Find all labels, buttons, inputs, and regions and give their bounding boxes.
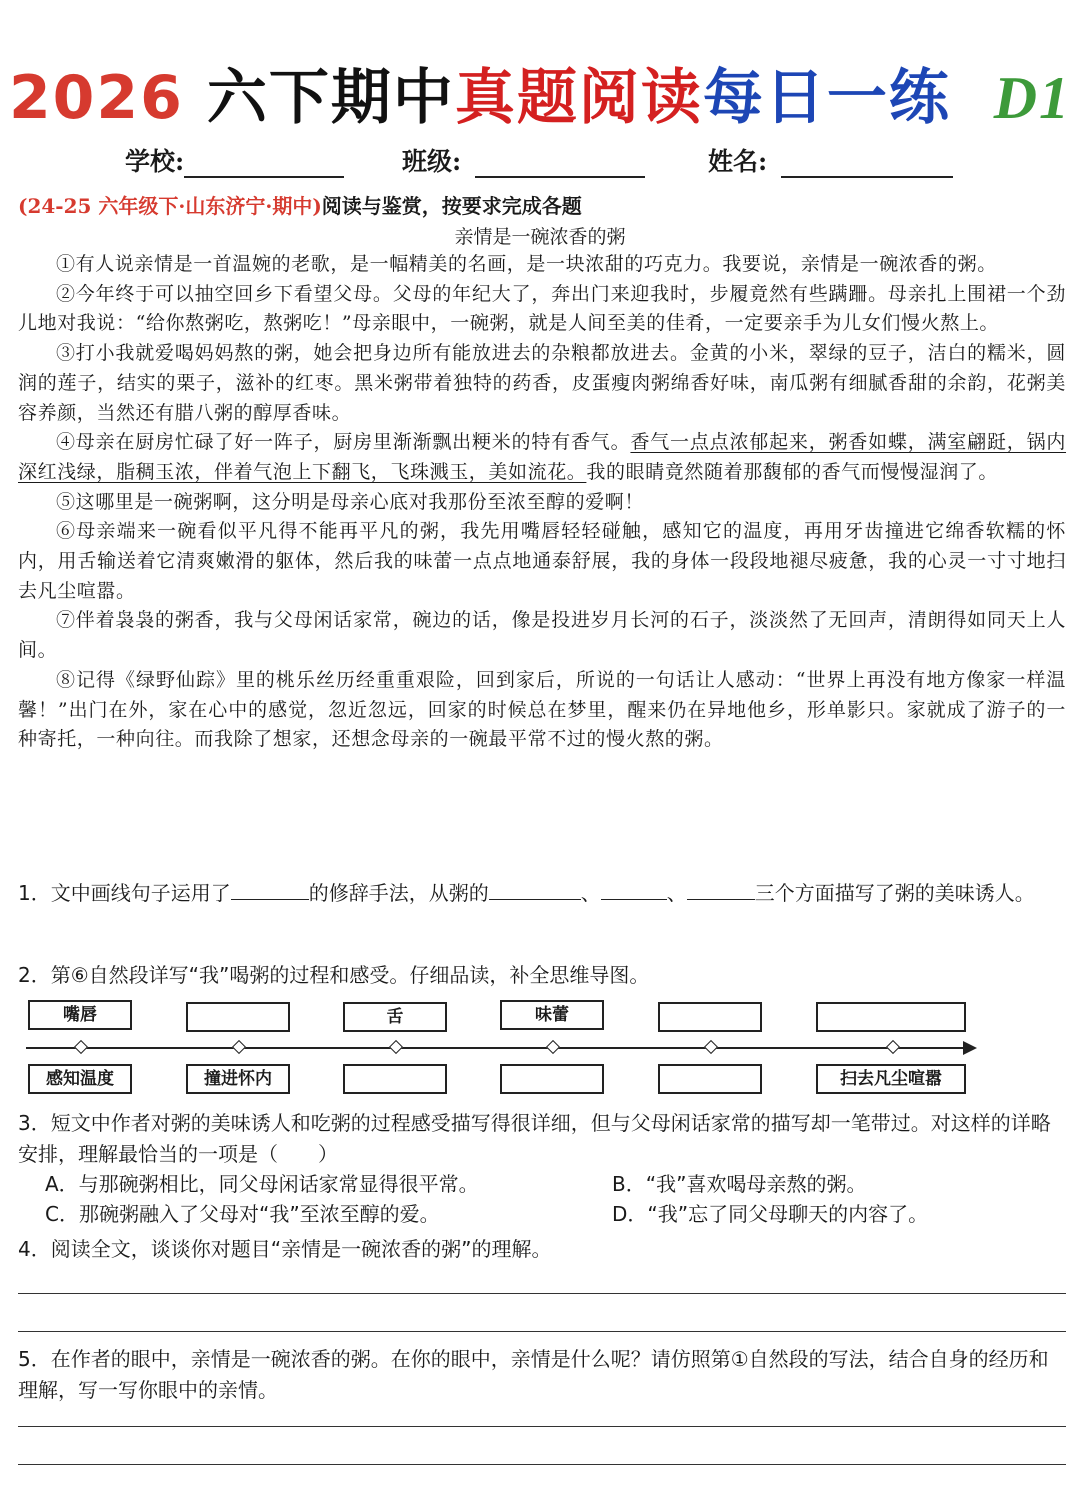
q1-blank-1[interactable] <box>231 879 309 900</box>
name-label: 姓名: <box>708 147 768 176</box>
question-1-part-b: 的修辞手法，从粥的 <box>308 881 489 905</box>
mindmap-top-box-5[interactable] <box>658 1002 762 1032</box>
passage-title: 亲情是一碗浓香的粥 <box>454 226 626 248</box>
option-b[interactable]: B．“我”喜欢喝母亲熬的粥。 <box>612 1172 867 1196</box>
mindmap-bottom-box-3[interactable] <box>343 1064 447 1094</box>
paragraph-2: ②今年终于可以抽空回乡下看望父母。父母的年纪大了，奔出门来迎我时，步履竟然有些蹒跚。母亲扎上围裙一个劲儿地对我说：“给你熬粥吃，熬粥吃！”母亲眼中，一碗粥，就是人间至美的佳肴，一定要亲手为儿女们慢火熬上。 <box>18 282 1066 335</box>
reading-passage <box>18 250 1066 755</box>
answer-line-q4-1[interactable] <box>18 1293 1066 1294</box>
q1-blank-2[interactable] <box>489 879 581 900</box>
class-blank[interactable] <box>475 148 645 178</box>
class-field[interactable] <box>402 142 645 178</box>
student-info-row <box>0 142 1080 182</box>
mindmap-bottom-box-2: 撞进怀内 <box>186 1064 290 1094</box>
title-part-2: 真题阅读 <box>454 63 703 133</box>
axis-node-1 <box>74 1040 88 1054</box>
worksheet-title <box>0 50 1080 140</box>
axis-node-3 <box>389 1040 403 1054</box>
source-instruction: 阅读与鉴赏，按要求完成各题 <box>321 194 582 218</box>
paragraph-5: ⑤这哪里是一碗粥啊，这分明是母亲心底对我那份至浓至醇的爱啊！ <box>56 490 645 513</box>
axis-node-5 <box>704 1040 718 1054</box>
question-1 <box>18 878 1066 909</box>
paragraph-4 <box>18 428 1066 487</box>
title-part-1: 六下期中 <box>206 63 455 133</box>
axis-node-4 <box>546 1040 560 1054</box>
mindmap-top-box-2[interactable] <box>186 1002 290 1032</box>
school-field[interactable] <box>125 142 344 178</box>
name-blank[interactable] <box>781 148 953 178</box>
mind-map <box>18 996 1018 1100</box>
question-1-part-a: 1．文中画线句子运用了 <box>18 881 231 905</box>
mindmap-top-box-6[interactable] <box>816 1002 966 1032</box>
option-d[interactable]: D．“我”忘了同父母聊天的内容了。 <box>612 1202 929 1226</box>
paragraph-1: ①有人说亲情是一首温婉的老歌，是一幅精美的名画，是一块浓甜的巧克力。我要说，亲情是一碗浓香的粥。 <box>56 253 997 275</box>
answer-line-q4-2[interactable] <box>18 1331 1066 1332</box>
answer-line-q5-2[interactable] <box>18 1464 1066 1465</box>
mindmap-arrow <box>963 1041 977 1055</box>
mindmap-bottom-box-6: 扫去凡尘喧嚣 <box>816 1064 966 1094</box>
separator-2: 、 <box>666 881 687 905</box>
question-1-part-c: 三个方面描写了粥的美味诱人。 <box>754 881 1035 905</box>
axis-node-2 <box>232 1040 246 1054</box>
paragraph-7: ⑦伴着袅袅的粥香，我与父母闲话家常，碗边的话，像是投进岁月长河的石子，淡淡然了无回声，清朗得如同天上人间。 <box>18 609 1066 662</box>
mindmap-top-box-3: 舌 <box>343 1002 447 1032</box>
source-tag: (24-25 六年级下·山东济宁·期中) <box>18 194 322 218</box>
question-2: 2．第⑥自然段详写“我”喝粥的过程和感受。仔细品读，补全思维导图。 <box>18 963 650 987</box>
option-a[interactable]: A．与那碗粥相比，同父母闲话家常显得很平常。 <box>45 1172 479 1196</box>
title-part-4: D1 <box>993 65 1072 131</box>
school-blank[interactable] <box>184 148 344 178</box>
q1-blank-3[interactable] <box>601 879 667 900</box>
paragraph-4-end: 我的眼睛竟然随着那馥郁的香气而慢慢湿润了。 <box>586 460 999 483</box>
paragraph-8: ⑧记得《绿野仙踪》里的桃乐丝历经重重艰险，回到家后，所说的一句话让人感动：“世界上再没有地方像家一样温馨！”出门在外，家在心中的感觉，忽近忽远，回家的时候总在梦里，醒来仍在异地他乡，形单影只。家就成了游子的一种寄托，一种向往。而我除了想家，还想念母亲的一碗最平常不过的慢火熬的粥。 <box>18 668 1066 751</box>
question-4: 4．阅读全文，谈谈你对题目“亲情是一碗浓香的粥”的理解。 <box>18 1237 552 1261</box>
question-3: 3．短文中作者对粥的美味诱人和吃粥的过程感受描写得很详细，但与父母闲话家常的描写却一笔带过。对这样的详略安排，理解最恰当的一项是（ ） <box>18 1111 1051 1166</box>
separator-1: 、 <box>580 881 601 905</box>
school-label: 学校: <box>125 147 185 176</box>
mindmap-bottom-box-4[interactable] <box>500 1064 604 1094</box>
mindmap-bottom-box-5[interactable] <box>658 1064 762 1094</box>
answer-line-q5-1[interactable] <box>18 1426 1066 1427</box>
option-c[interactable]: C．那碗粥融入了父母对“我”至浓至醇的爱。 <box>45 1202 440 1226</box>
mindmap-axis <box>26 1047 966 1049</box>
source-line <box>18 190 582 219</box>
paragraph-3: ③打小我就爱喝妈妈熬的粥，她会把身边所有能放进去的杂粮都放进去。金黄的小米，翠绿的豆子，洁白的糯米，圆润的莲子，结实的栗子，滋补的红枣。黑米粥带着独特的药香，皮蛋瘦肉粥绵香好味，南瓜粥有细腻香甜的余韵，花粥美容养颜，当然还有腊八粥的醇厚香味。 <box>18 342 1066 424</box>
underlined-sentence: 香气一点点浓郁起来，粥香如蝶，满室翩跹，锅内深红浅绿，脂稠玉浓，伴着气泡上下翻飞，飞珠溅玉，美如流花。 <box>18 431 1067 483</box>
title-part-3: 每日一练 <box>702 63 951 133</box>
question-5: 5．在作者的眼中，亲情是一碗浓香的粥。在你的眼中，亲情是什么呢？请仿照第①自然段的写法，结合自身的经历和理解，写一写你眼中的亲情。 <box>18 1347 1049 1402</box>
paragraph-6: ⑥母亲端来一碗看似平凡得不能再平凡的粥，我先用嘴唇轻轻碰触，感知它的温度，再用牙齿撞进它绵香软糯的怀内，用舌输送着它清爽嫩滑的躯体，然后我的味蕾一点点地通泰舒展，我的身体一段段地褪尽疲惫，我的心灵一寸寸地扫去凡尘喧嚣。 <box>18 520 1066 602</box>
mindmap-top-box-1: 嘴唇 <box>28 1000 132 1030</box>
axis-node-6 <box>886 1040 900 1054</box>
mindmap-bottom-box-1: 感知温度 <box>28 1064 132 1094</box>
title-year: 2026 <box>8 63 184 133</box>
q1-blank-4[interactable] <box>687 879 755 900</box>
paragraph-4-start: ④母亲在厨房忙碌了好一阵子，厨房里渐渐飘出粳米的特有香气。 <box>56 431 631 454</box>
class-label: 班级: <box>402 147 462 176</box>
name-field[interactable] <box>708 142 953 178</box>
mindmap-top-box-4: 味蕾 <box>500 1000 604 1030</box>
